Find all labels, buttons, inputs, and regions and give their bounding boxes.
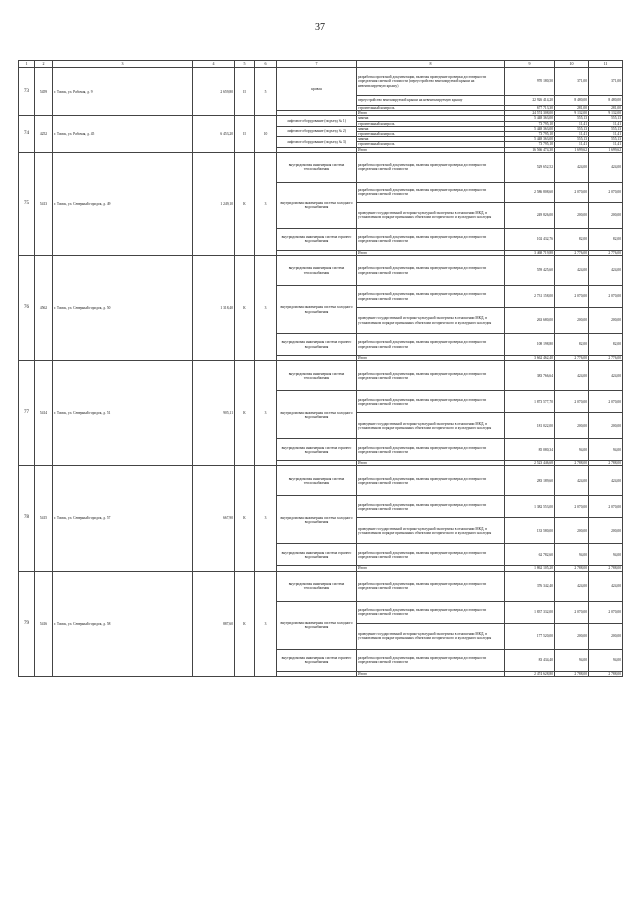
house-address: г. Томск, ул. Северный городок, д. 50 xyxy=(53,256,193,361)
unit-cost-cell: 2 070,00 xyxy=(555,286,589,308)
house-area: 1 318,40 xyxy=(193,256,235,361)
cost-cell: 73 795,10 xyxy=(505,132,555,137)
limit-cost-cell: 200,00 xyxy=(589,202,623,228)
row-number: 79 xyxy=(19,571,35,676)
unit-cost-cell: 11,41 xyxy=(555,142,589,147)
header-row xyxy=(19,61,623,68)
system-cell: внутридомовая инженерная система теплоснабжения xyxy=(277,256,357,286)
limit-cost-cell: 424,00 xyxy=(589,571,623,601)
system-cell: внутридомовая инженерная система горячего водоснабжения xyxy=(277,649,357,671)
cost-cell: 1 873 577,70 xyxy=(505,391,555,413)
col-header: 9 xyxy=(505,61,555,68)
work-type-cell: Итого xyxy=(357,111,505,116)
limit-cost-cell: 200,00 xyxy=(589,308,623,334)
unit-cost-cell: 2 070,00 xyxy=(555,601,589,623)
cost-cell: 559 425,60 xyxy=(505,256,555,286)
limit-cost-cell: 1 699,62 xyxy=(589,147,623,152)
house-code: 5415 xyxy=(35,466,53,571)
unit-cost-cell: 281,00 xyxy=(555,106,589,111)
work-type-cell: строительный контроль xyxy=(357,132,505,137)
cost-cell: 85 080,34 xyxy=(505,439,555,461)
limit-cost-cell: 371,00 xyxy=(589,68,623,96)
table-row xyxy=(19,256,623,286)
limit-cost-cell: 555,13 xyxy=(589,137,623,142)
col-header: 5 xyxy=(235,61,255,68)
limit-cost-cell: 2 776,00 xyxy=(589,250,623,255)
col-header: 6 xyxy=(255,61,277,68)
house-code: 4562 xyxy=(35,256,53,361)
limit-cost-cell: 281,00 xyxy=(589,106,623,111)
house-address: г. Томск, ул. Северный городок, д. 58 xyxy=(53,571,193,676)
unit-cost-cell: 94,00 xyxy=(555,649,589,671)
table-row xyxy=(19,152,623,182)
cost-cell: 16 566 474,30 xyxy=(505,147,555,152)
system-cell: внутридомовая инженерная система горячего водоснабжения xyxy=(277,228,357,250)
cost-cell: 263 680,00 xyxy=(505,308,555,334)
cost-cell: 102 432,76 xyxy=(505,228,555,250)
system-cell: внутридомовая инженерная система горячего водоснабжения xyxy=(277,334,357,356)
work-type-cell: разработка проектной документации, включая проведение проверки достоверности определения сметной стоимости xyxy=(357,334,505,356)
unit-cost-cell: 2 788,00 xyxy=(555,461,589,466)
work-type-cell: разработка проектной документации, включая проведение проверки достоверности определения сметной стоимости xyxy=(357,391,505,413)
system-cell: внутридомовая инженерная система холодного водоснабжения xyxy=(277,601,357,649)
limit-cost-cell: 94,00 xyxy=(589,439,623,461)
work-type-cell: разработка проектной документации, включая проведение проверки достоверности определения сметной стоимости xyxy=(357,228,505,250)
work-type-cell: разработка проектной документации, включая проведение проверки достоверности определения сметной стоимости xyxy=(357,256,505,286)
work-type-cell: замена xyxy=(357,116,505,121)
house-address: г. Томск, ул. Северный городок, д. 57 xyxy=(53,466,193,571)
system-cell: внутридомовая инженерная система теплоснабжения xyxy=(277,361,357,391)
unit-cost-cell: 9 132,00 xyxy=(555,111,589,116)
cost-cell: 24 574 308,00 xyxy=(505,111,555,116)
unit-cost-cell: 2 776,00 xyxy=(555,250,589,255)
work-type-cell: Итого xyxy=(357,671,505,676)
house-area: 2 659,80 xyxy=(193,68,235,116)
house-floors: 3 xyxy=(255,571,277,676)
work-type-cell: разработка проектной документации, включая проведение проверки достоверности определения сметной стоимости xyxy=(357,571,505,601)
unit-cost-cell: 200,00 xyxy=(555,623,589,649)
cost-cell: 1 837 332,00 xyxy=(505,601,555,623)
col-header: 3 xyxy=(53,61,193,68)
limit-cost-cell: 2 070,00 xyxy=(589,182,623,202)
row-number: 76 xyxy=(19,256,35,361)
cost-cell: 529 652,52 xyxy=(505,152,555,182)
cost-cell: 1 382 553,00 xyxy=(505,496,555,518)
limit-cost-cell: 2 070,00 xyxy=(589,391,623,413)
house-class: К xyxy=(235,361,255,466)
work-type-cell: Итого xyxy=(357,461,505,466)
col-header: 7 xyxy=(277,61,357,68)
cost-cell: 177 520,00 xyxy=(505,623,555,649)
table-row xyxy=(19,466,623,496)
work-type-cell: разработка проектной документации, включая проведение проверки достоверности определения сметной стоимости xyxy=(357,361,505,391)
cost-cell: 108 198,80 xyxy=(505,334,555,356)
limit-cost-cell: 11,41 xyxy=(589,132,623,137)
system-cell xyxy=(277,671,357,676)
col-header: 2 xyxy=(35,61,53,68)
cost-cell: 677 713,30 xyxy=(505,106,555,111)
house-code: 4252 xyxy=(35,116,53,152)
work-type-cell: строительный контроль xyxy=(357,121,505,126)
system-cell: кровля xyxy=(277,68,357,111)
col-header: 10 xyxy=(555,61,589,68)
cost-cell: 3 662 462,40 xyxy=(505,356,555,361)
house-floors: 3 xyxy=(255,466,277,571)
system-cell: внутридомовая инженерная система теплоснабжения xyxy=(277,466,357,496)
cost-cell: 283 189,60 xyxy=(505,466,555,496)
table-row xyxy=(19,361,623,391)
unit-cost-cell: 424,00 xyxy=(555,256,589,286)
work-type-cell: строительный контроль xyxy=(357,142,505,147)
work-type-cell: строительный контроль xyxy=(357,106,505,111)
unit-cost-cell: 2 788,00 xyxy=(555,671,589,676)
limit-cost-cell: 82,00 xyxy=(589,334,623,356)
cost-cell: 2 474 628,80 xyxy=(505,671,555,676)
house-area: 905,11 xyxy=(193,361,235,466)
house-address: г. Томск, ул. Северный городок, д. 51 xyxy=(53,361,193,466)
limit-cost-cell: 200,00 xyxy=(589,623,623,649)
system-cell: внутридомовая инженерная система теплоснабжения xyxy=(277,152,357,182)
house-class: К xyxy=(235,466,255,571)
cost-cell: 22 926 414,20 xyxy=(505,96,555,106)
table-row xyxy=(19,571,623,601)
house-class: К xyxy=(235,571,255,676)
work-type-cell: разработка проектной документации, включая проведение проверки достоверности определения сметной стоимости xyxy=(357,496,505,518)
house-floors: 3 xyxy=(255,256,277,361)
col-header: 11 xyxy=(589,61,623,68)
limit-cost-cell: 424,00 xyxy=(589,361,623,391)
limit-cost-cell: 424,00 xyxy=(589,466,623,496)
system-cell: лифтовое оборудование (подъезд № 3) xyxy=(277,137,357,147)
limit-cost-cell: 200,00 xyxy=(589,518,623,544)
cost-cell: 383 766,64 xyxy=(505,361,555,391)
limit-cost-cell: 424,00 xyxy=(589,256,623,286)
unit-cost-cell: 424,00 xyxy=(555,361,589,391)
limit-cost-cell: 555,13 xyxy=(589,116,623,121)
work-type-cell: разработка проектной документации, включая проведение проверки достоверности определения сметной стоимости xyxy=(357,649,505,671)
house-area: 1 249,10 xyxy=(193,152,235,255)
unit-cost-cell: 11,41 xyxy=(555,132,589,137)
work-type-cell: разработка проектной документации, включая проведение проверки достоверности определения сметной стоимости (переустройство вентилируемой крыши на невентилируемую крышу) xyxy=(357,68,505,96)
unit-cost-cell: 200,00 xyxy=(555,202,589,228)
cost-cell: 62 782,60 xyxy=(505,544,555,566)
unit-cost-cell: 200,00 xyxy=(555,308,589,334)
house-area: 667,90 xyxy=(193,466,235,571)
cost-cell: 3 468 719,88 xyxy=(505,250,555,255)
cost-cell: 181 022,00 xyxy=(505,413,555,439)
cost-cell: 83 434,40 xyxy=(505,649,555,671)
limit-cost-cell: 200,00 xyxy=(589,413,623,439)
work-type-cell: замена xyxy=(357,126,505,131)
work-type-cell: разработка проектной документации, включая проведение проверки достоверности определения сметной стоимости xyxy=(357,439,505,461)
limit-cost-cell: 11,41 xyxy=(589,142,623,147)
work-type-cell: разработка проектной документации, включая проведение проверки достоверности определения сметной стоимости xyxy=(357,182,505,202)
cost-cell: 73 795,10 xyxy=(505,142,555,147)
unit-cost-cell: 1 699,62 xyxy=(555,147,589,152)
cost-cell: 133 580,00 xyxy=(505,518,555,544)
work-type-cell: Итого xyxy=(357,356,505,361)
limit-cost-cell: 94,00 xyxy=(589,649,623,671)
cost-cell: 249 826,00 xyxy=(505,202,555,228)
unit-cost-cell: 200,00 xyxy=(555,518,589,544)
system-cell: лифтовое оборудование (подъезд № 1) xyxy=(277,116,357,126)
house-code: 5413 xyxy=(35,152,53,255)
house-class: II xyxy=(235,68,255,116)
unit-cost-cell: 424,00 xyxy=(555,152,589,182)
work-type-cell: проведение государственной историко-культурной экспертизы в отношении МКД, в установленном порядке признанных объектами исторического и культурного наследия xyxy=(357,518,505,544)
cost-cell: 376 342,40 xyxy=(505,571,555,601)
unit-cost-cell: 2 070,00 xyxy=(555,496,589,518)
house-address: г. Томск, ул. Северный городок, д. 49 xyxy=(53,152,193,255)
system-cell: лифтовое оборудование (подъезд № 2) xyxy=(277,126,357,136)
row-number: 78 xyxy=(19,466,35,571)
house-code: 5416 xyxy=(35,571,53,676)
limit-cost-cell: 94,00 xyxy=(589,544,623,566)
house-address: г. Томск, ул. Рабочая, д. 9 xyxy=(53,68,193,116)
work-type-cell: разработка проектной документации, включая проведение проверки достоверности определения сметной стоимости xyxy=(357,286,505,308)
limit-cost-cell: 82,00 xyxy=(589,228,623,250)
unit-cost-cell: 371,00 xyxy=(555,68,589,96)
limit-cost-cell: 2 788,00 xyxy=(589,461,623,466)
work-type-cell: Итого xyxy=(357,147,505,152)
repair-program-table xyxy=(18,60,623,677)
unit-cost-cell: 11,41 xyxy=(555,121,589,126)
limit-cost-cell: 555,13 xyxy=(589,126,623,131)
limit-cost-cell: 11,41 xyxy=(589,121,623,126)
system-cell: внутридомовая инженерная система холодного водоснабжения xyxy=(277,496,357,544)
limit-cost-cell: 2 788,00 xyxy=(589,671,623,676)
work-type-cell: разработка проектной документации, включая проведение проверки достоверности определения сметной стоимости xyxy=(357,152,505,182)
system-cell: внутридомовая инженерная система холодного водоснабжения xyxy=(277,182,357,228)
page-number: 37 xyxy=(315,22,325,33)
unit-cost-cell: 424,00 xyxy=(555,466,589,496)
cost-cell: 1 862 105,20 xyxy=(505,566,555,571)
limit-cost-cell: 424,00 xyxy=(589,152,623,182)
cost-cell: 970 180,50 xyxy=(505,68,555,96)
house-code: 5459 xyxy=(35,68,53,116)
row-number: 74 xyxy=(19,116,35,152)
unit-cost-cell: 555,13 xyxy=(555,137,589,142)
system-cell: внутридомовая инженерная система горячего водоснабжения xyxy=(277,544,357,566)
cost-cell: 5 448 363,00 xyxy=(505,137,555,142)
unit-cost-cell: 82,00 xyxy=(555,334,589,356)
house-area: 887,60 xyxy=(193,571,235,676)
unit-cost-cell: 82,00 xyxy=(555,228,589,250)
limit-cost-cell: 2 776,00 xyxy=(589,356,623,361)
system-cell: внутридомовая инженерная система теплоснабжения xyxy=(277,571,357,601)
table-body xyxy=(19,68,623,677)
house-class: К xyxy=(235,152,255,255)
limit-cost-cell: 2 070,00 xyxy=(589,286,623,308)
table-row xyxy=(19,68,623,96)
row-number: 73 xyxy=(19,68,35,116)
unit-cost-cell: 94,00 xyxy=(555,439,589,461)
limit-cost-cell: 9 132,00 xyxy=(589,111,623,116)
limit-cost-cell: 2 070,00 xyxy=(589,601,623,623)
house-address: г. Томск, ул. Рабочая, д. 45 xyxy=(53,116,193,152)
house-area: 6 453,20 xyxy=(193,116,235,152)
unit-cost-cell: 555,13 xyxy=(555,116,589,121)
work-type-cell: переустройство вентилируемой крыши на невентилируемую крышу xyxy=(357,96,505,106)
house-class: II xyxy=(235,116,255,152)
cost-cell: 2 523 446,68 xyxy=(505,461,555,466)
limit-cost-cell: 8 480,00 xyxy=(589,96,623,106)
work-type-cell: проведение государственной историко-культурной экспертизы в отношении МКД, в установленном порядке признанных объектами исторического и культурного наследия xyxy=(357,308,505,334)
unit-cost-cell: 2 070,00 xyxy=(555,391,589,413)
limit-cost-cell: 2 070,00 xyxy=(589,496,623,518)
unit-cost-cell: 94,00 xyxy=(555,544,589,566)
cost-cell: 2 586 808,60 xyxy=(505,182,555,202)
limit-cost-cell: 2 788,00 xyxy=(589,566,623,571)
work-type-cell: проведение государственной историко-культурной экспертизы в отношении МКД, в установленном порядке признанных объектами исторического и культурного наследия xyxy=(357,623,505,649)
unit-cost-cell: 200,00 xyxy=(555,413,589,439)
unit-cost-cell: 2 070,00 xyxy=(555,182,589,202)
col-header: 4 xyxy=(193,61,235,68)
unit-cost-cell: 424,00 xyxy=(555,571,589,601)
work-type-cell: замена xyxy=(357,137,505,142)
system-cell: внутридомовая инженерная система холодного водоснабжения xyxy=(277,286,357,334)
house-floors: 5 xyxy=(255,68,277,116)
row-number: 77 xyxy=(19,361,35,466)
work-type-cell: разработка проектной документации, включая проведение проверки достоверности определения сметной стоимости xyxy=(357,601,505,623)
work-type-cell: разработка проектной документации, включая проведение проверки достоверности определения сметной стоимости xyxy=(357,544,505,566)
house-class: К xyxy=(235,256,255,361)
cost-cell: 73 795,10 xyxy=(505,121,555,126)
system-cell: внутридомовая инженерная система горячего водоснабжения xyxy=(277,439,357,461)
unit-cost-cell: 555,13 xyxy=(555,126,589,131)
row-number: 75 xyxy=(19,152,35,255)
col-header: 1 xyxy=(19,61,35,68)
work-type-cell: проведение государственной историко-культурной экспертизы в отношении МКД, в установленном порядке признанных объектами исторического и культурного наследия xyxy=(357,202,505,228)
unit-cost-cell: 2 788,00 xyxy=(555,566,589,571)
house-floors: 10 xyxy=(255,116,277,152)
cost-cell: 5 448 363,00 xyxy=(505,116,555,121)
cost-cell: 5 448 363,00 xyxy=(505,126,555,131)
house-floors: 3 xyxy=(255,361,277,466)
work-type-cell: Итого xyxy=(357,566,505,571)
work-type-cell: разработка проектной документации, включая проведение проверки достоверности определения сметной стоимости xyxy=(357,466,505,496)
col-header: 8 xyxy=(357,61,505,68)
house-floors: 3 xyxy=(255,152,277,255)
unit-cost-cell: 8 480,00 xyxy=(555,96,589,106)
house-code: 5414 xyxy=(35,361,53,466)
system-cell: внутридомовая инженерная система холодного водоснабжения xyxy=(277,391,357,439)
cost-cell: 2 731 158,00 xyxy=(505,286,555,308)
work-type-cell: проведение государственной историко-культурной экспертизы в отношении МКД, в установленном порядке признанных объектами исторического и культурного наследия xyxy=(357,413,505,439)
work-type-cell: Итого xyxy=(357,250,505,255)
unit-cost-cell: 2 776,00 xyxy=(555,356,589,361)
